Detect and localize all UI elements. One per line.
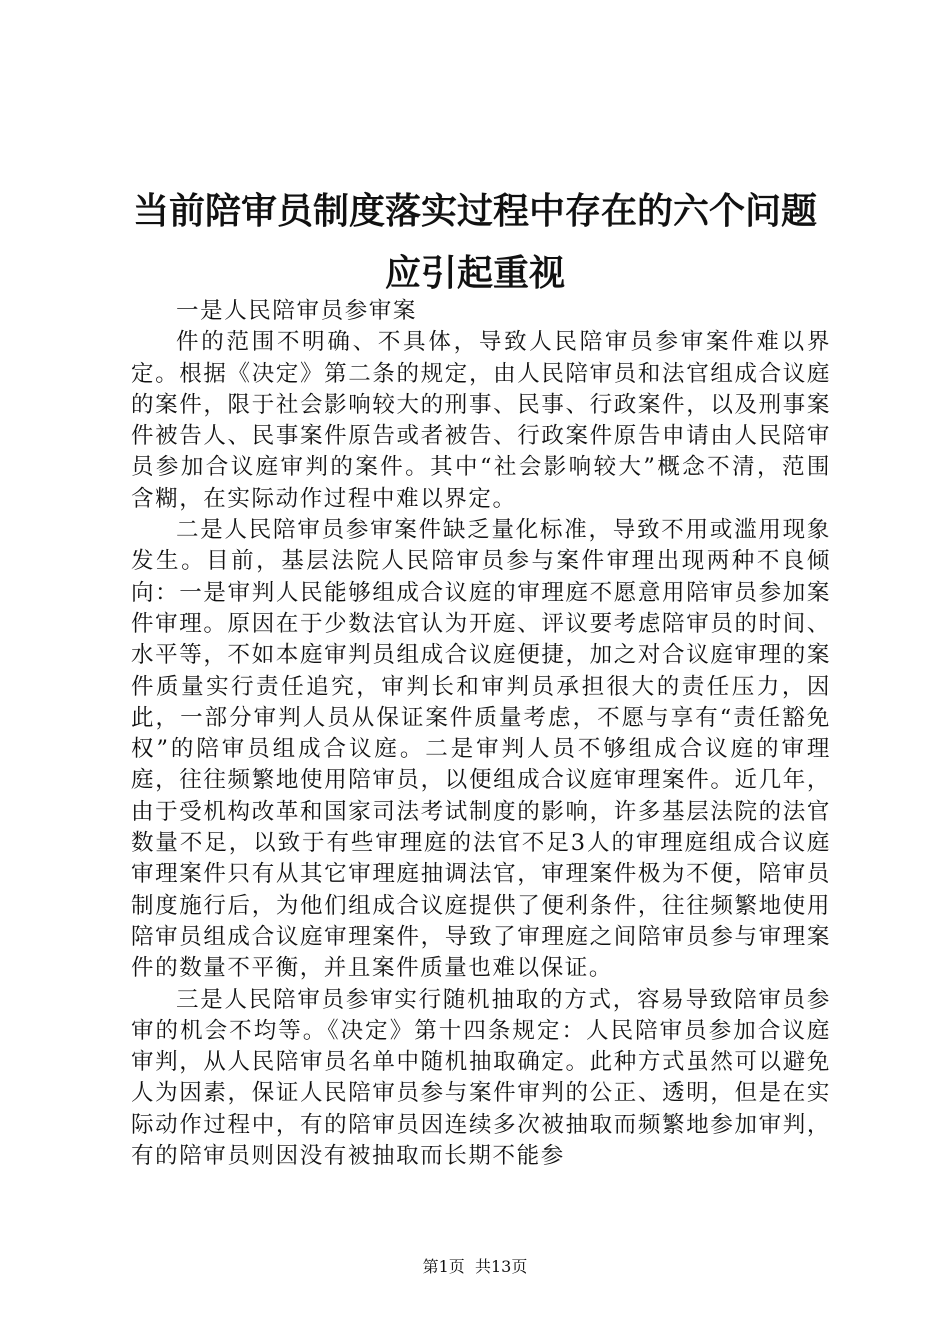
paragraph: 三是人民陪审员参审实行随机抽取的方式，容易导致陪审员参审的机会不均等。《决定》第十四条规定：人民陪审员参加合议庭审判，从人民陪审员名单中随机抽取确定。此种方式虽然可以避免人为因素，保证人民陪审员参与案件审判的公正、透明，但是在实际动作过程中，有的陪审员因连续多次被抽取而频繁地参加审判，有的陪审员则因没有被抽取而长期不能参 (131, 986, 831, 1170)
document-body (131, 296, 831, 1172)
paragraph: 二是人民陪审员参审案件缺乏量化标准，导致不用或滥用现象发生。目前，基层法院人民陪审员参与案件审理出现两种不良倾向：一是审判人民能够组成合议庭的审理庭不愿意用陪审员参加案件审理。原因在于少数法官认为开庭、评议要考虑陪审员的时间、水平等，不如本庭审判员组成合议庭便捷，加之对合议庭审理的案件质量实行责任追究，审判长和审判员承担很大的责任压力，因此，一部分审判人员从保证案件质量考虑，不愿与享有“责任豁免权”的陪审员组成合议庭。二是审判人员不够组成合议庭的审理庭，往往频繁地使用陪审员，以便组成合议庭审理案件。近几年，由于受机构改革和国家司法考试制度的影响，许多基层法院的法官数量不足，以致于有些审理庭的法官不足3人的审理庭组成合议庭审理案件只有从其它审理庭抽调法官，审理案件极为不便，陪审员制度施行后，为他们组成合议庭提供了便利条件，往往频繁地使用陪审员组成合议庭审理案件，导致了审理庭之间陪审员参与审理案件的数量不平衡，并且案件质量也难以保证。 (131, 517, 831, 982)
document-title: 当前陪审员制度落实过程中存在的六个问题应引起重视 (132, 190, 817, 294)
paragraph: 件的范围不明确、不具体，导致人民陪审员参审案件难以界定。根据《决定》第二条的规定，由人民陪审员和法官组成合议庭的案件，限于社会影响较大的刑事、民事、行政案件，以及刑事案件被告人、民事案件原告或者被告、行政案件原告申请由人民陪审员参加合议庭审判的案件。其中“社会影响较大”概念不清，范围含糊，在实际动作过程中难以界定。 (131, 329, 831, 512)
paragraph: 一是人民陪审员参审案 (176, 298, 418, 324)
page-number: 第1页 (422, 1257, 465, 1276)
page-footer (0, 1257, 950, 1277)
footer-separator (465, 1257, 475, 1276)
total-pages: 共13页 (474, 1257, 528, 1276)
